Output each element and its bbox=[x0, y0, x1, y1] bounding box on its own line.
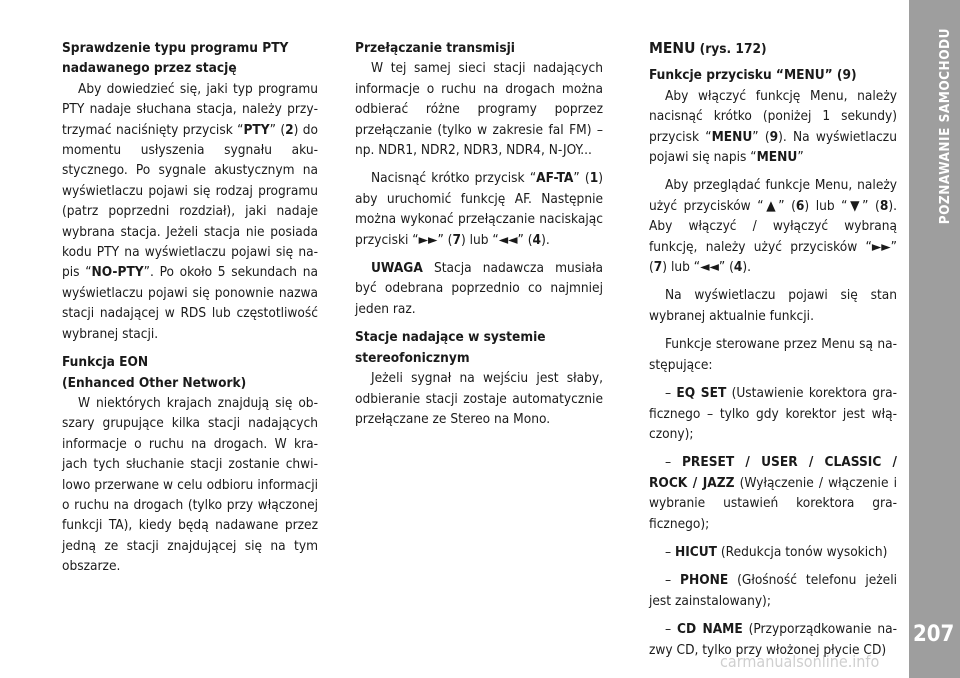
list-item-hicut: – HICUT (Redukcja tonów wysokich) bbox=[665, 543, 888, 560]
paragraph-eon: W niektórych krajach znajdują się obszary grupujące kilka stacji nadających informacje o ruchu na drogach. W krajach tych słuchanie stacji zostanie chwilowo przerwane w celu odbioru informacji o ruchu na drogach (tylko przy włączonej funkcji TA), kiedy będą nadawane przez jedną ze stacji znajdującej się na tym obszarze. bbox=[62, 394, 318, 575]
list-item-preset: – PRESET / USER / CLASSIC / ROCK / JAZZ (Wyłączenie / włączenie i wybranie ustawień korektora graficznego); bbox=[649, 454, 897, 532]
note-label: UWAGA bbox=[371, 260, 423, 277]
heading-pty-cont: nadawanego przez stację bbox=[62, 60, 237, 77]
paragraph-af-ta: Nacisnąć krótko przycisk “AF-TA” (1) aby uruchomić funkcję AF. Następnie można wykonać przełączanie naciskając przyciski “►►” (7) lub “◄◄” (4). bbox=[355, 170, 603, 248]
paragraph-menu-list-intro: Funkcje sterowane przez Menu są następujące: bbox=[649, 336, 897, 373]
heading-stereo: Stacje nadające w systemie bbox=[355, 329, 546, 346]
heading-eon: Funkcja EON bbox=[62, 354, 149, 371]
list-item-eq-set: – EQ SET (Ustawienie korektora graficznego – tylko gdy korektor jest włączony); bbox=[649, 385, 898, 442]
heading-pty: Sprawdzenie typu programu PTY bbox=[62, 40, 289, 56]
column-3 bbox=[649, 38, 897, 668]
list-item-phone: – PHONE (Głośność telefonu jeżeli jest zainstalowany); bbox=[649, 572, 897, 609]
heading-menu: MENU (rys. 172) bbox=[649, 39, 767, 57]
paragraph-menu-state: Na wyświetlaczu pojawi się stan wybranej aktualnie funkcji. bbox=[649, 287, 897, 324]
heading-switching: Przełączanie transmisji bbox=[355, 40, 515, 56]
watermark: carmanualsonline.info bbox=[720, 652, 880, 671]
column-2 bbox=[355, 38, 603, 437]
paragraph-pty: Aby dowiedzieć się, jaki typ programu PTY nadaje słuchana stacja, należy przytrzymać naciśnięty przycisk “PTY” (2) do momentu usłyszenia sygnału akustycznego. Po sygnale akustycznym na wyświetlaczu pojawi się rodzaj programu (patrz poprzedni rozdział), jaki nadaje wybrana stacja. Jeżeli stacja nie posiada kodu PTY na wyświetlaczu pojawi się napis “NO-PTY”. Po około 5 sekundach na wyświetlaczu pojawi się ponownie nazwa stacji nadającej w RDS lub częstotliwość wybranej stacji. bbox=[62, 80, 318, 342]
heading-menu-functions: Funkcje przycisku “MENU” (9) bbox=[649, 67, 857, 84]
list-item-cd-name: – CD NAME (Przyporządkowanie nazwy CD, tylko przy włożonej płycie CD) bbox=[649, 621, 897, 658]
paragraph-note: UWAGA Stacja nadawcza musiała być odebrana poprzednio co najmniej jeden raz. bbox=[355, 260, 603, 317]
section-sidebar-label bbox=[909, 0, 960, 300]
paragraph-menu-enable: Aby włączyć funkcję Menu, należy nacisnąć krótko (poniżej 1 sekundy) przycisk “MENU” (9). Na wyświetlaczu pojawi się napis “MENU” bbox=[649, 87, 897, 166]
page-number: 207 bbox=[913, 622, 955, 647]
paragraph-switching: W tej samej sieci stacji nadających informacje o ruchu na drogach można odbierać różne programy poprzez przełączanie (tylko w zakresie fal FM) – np. NDR1, NDR2, NDR3, NDR4, N-JOY... bbox=[355, 60, 603, 159]
section-title: POZNAWANIE SAMOCHODU bbox=[937, 28, 953, 225]
paragraph-stereo: Jeżeli sygnał na wejściu jest słaby, odbieranie stacji zostaje automatycznie przełączane ze Stereo na Mono. bbox=[355, 370, 603, 427]
heading-eon-cont: (Enhanced Other Network) bbox=[62, 374, 247, 391]
column-1 bbox=[62, 38, 318, 585]
paragraph-menu-browse: Aby przeglądać funkcje Menu, należy użyć przycisków “▲” (6) lub “▼” (8). Aby włączyć / wyłączyć wybraną funkcję, należy użyć przycisków “►►” (7) lub “◄◄” (4). bbox=[649, 177, 897, 276]
heading-stereo-cont: stereofonicznym bbox=[355, 349, 470, 366]
